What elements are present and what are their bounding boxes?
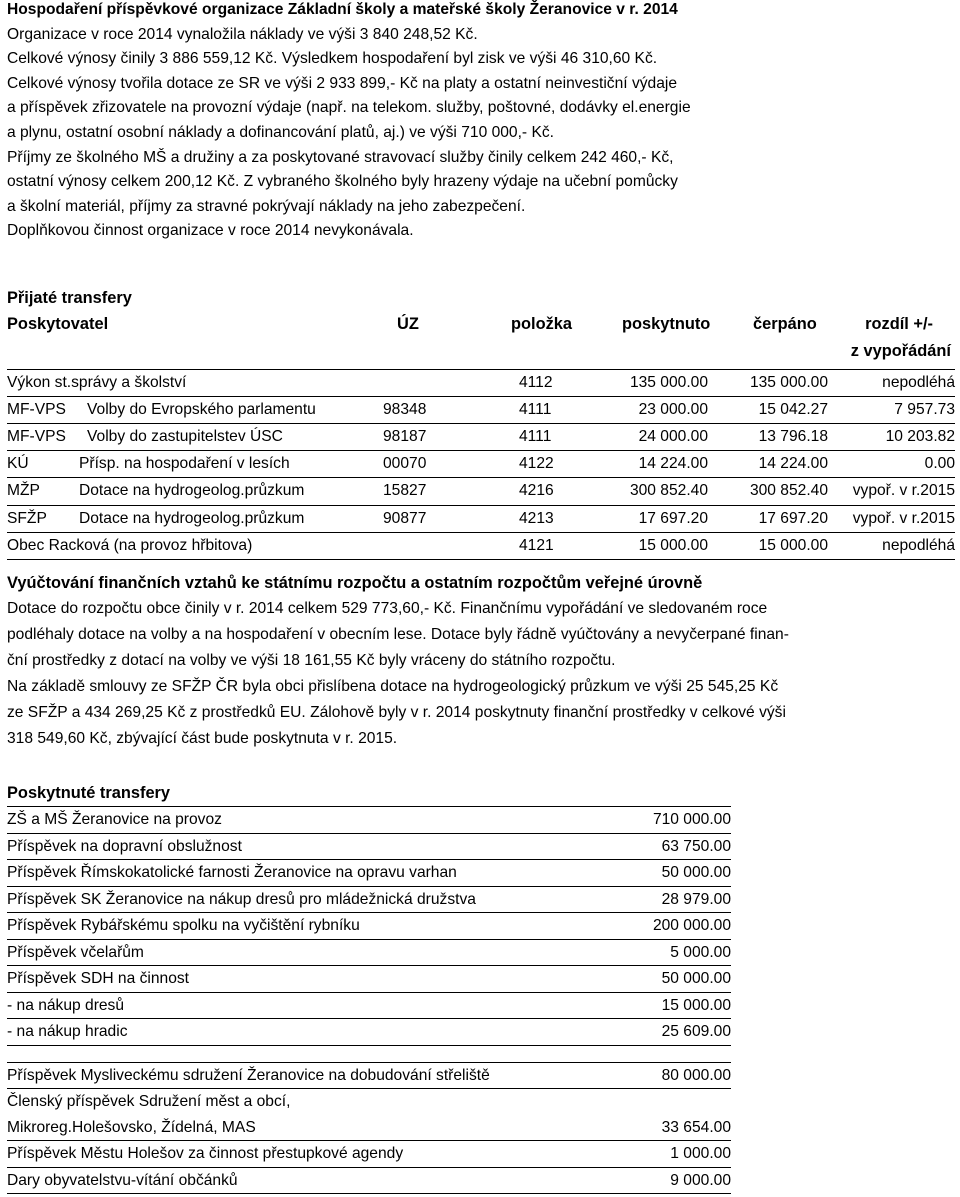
row-item: 4111 bbox=[519, 400, 552, 418]
row-item: 4111 bbox=[519, 427, 552, 445]
intro-line: a školní materiál, příjmy za stravné pokrývají náklady na jeho zabezpečení. bbox=[7, 197, 526, 215]
given-value: 5 000.00 bbox=[670, 943, 731, 961]
row-diff: vypoř. v r.2015 bbox=[852, 482, 955, 500]
intro-line: Doplňkovou činnost organizace v roce 2014 nevykonávala. bbox=[7, 222, 414, 240]
table-row bbox=[7, 478, 955, 505]
row-item: 4122 bbox=[519, 455, 554, 473]
row-uz: 98187 bbox=[383, 427, 427, 445]
row-item: 4213 bbox=[519, 509, 554, 527]
settlement-section bbox=[7, 570, 955, 752]
col-diff: rozdíl +/- bbox=[865, 314, 933, 333]
row-item: 4216 bbox=[519, 482, 554, 500]
row-name: Volby do zastupitelstev ÚSC bbox=[87, 427, 283, 445]
given-value: 15 000.00 bbox=[661, 996, 731, 1014]
list-item bbox=[7, 993, 731, 1020]
intro-line: Organizace v roce 2014 vynaložila náklady ve výši 3 840 248,52 Kč. bbox=[7, 25, 478, 43]
given-label: Příspěvek SK Žeranovice na nákup dresů pro mládežnická družstva bbox=[7, 890, 476, 908]
row-name: Dotace na hydrogeolog.průzkum bbox=[79, 509, 305, 527]
row-name: Volby do Evropského parlamentu bbox=[87, 400, 316, 418]
intro-line: ostatní výnosy celkem 200,12 Kč. Z vybraného školného byly hrazeny výdaje na učební pomůcky bbox=[7, 173, 678, 191]
row-diff: 7 957.73 bbox=[894, 400, 955, 418]
intro-line: a příspěvek zřizovatele na provozní výdaje (např. na telekom. služby, poštovné, dodávky el.energie bbox=[7, 99, 691, 117]
given-value: 50 000.00 bbox=[661, 970, 731, 987]
divider bbox=[7, 1046, 731, 1063]
row-provided: 24 000.00 bbox=[638, 427, 708, 445]
row-name: Dotace na hydrogeolog.průzkum bbox=[79, 482, 305, 500]
table-row bbox=[7, 506, 955, 533]
given-label: ZŠ a MŠ Žeranovice na provoz bbox=[7, 811, 222, 828]
settlement-line: ční prostředky z dotací na volby ve výši 18 161,55 Kč byly vráceny do státního rozpočtu. bbox=[7, 652, 616, 669]
given-label: - na nákup dresů bbox=[7, 996, 125, 1014]
row-spent: 14 224.00 bbox=[758, 455, 828, 473]
row-spent: 300 852.40 bbox=[749, 482, 828, 500]
row-name: Výkon st.správy a školství bbox=[7, 373, 187, 391]
intro-line: Příjmy ze školného MŠ a družiny a za poskytované stravovací služby činily celkem 242 460,- Kč, bbox=[7, 148, 674, 166]
row-prefix: SFŽP bbox=[7, 509, 47, 527]
row-name: Obec Racková (na provoz hřbitova) bbox=[7, 536, 253, 554]
col-provided: poskytnuto bbox=[622, 314, 711, 333]
intro-line: a plynu, ostatní osobní náklady a dofinancování platů, aj.) ve výši 710 000,- Kč. bbox=[7, 123, 554, 141]
given-label: Mikroreg.Holešovsko, Žídelná, MAS bbox=[7, 1118, 256, 1136]
row-uz: 15827 bbox=[383, 482, 427, 500]
col-spent: čerpáno bbox=[753, 314, 817, 333]
received-transfers-heading: Přijaté transfery bbox=[7, 289, 132, 307]
intro-line: Celkové výnosy činily 3 886 559,12 Kč. Výsledkem hospodaření byl zisk ve výši 46 310,60 Kč. bbox=[7, 50, 658, 68]
given-label: Příspěvek Římskokatolické farnosti Žeranovice na opravu varhan bbox=[7, 864, 457, 881]
row-diff: 0.00 bbox=[924, 455, 955, 473]
col-uz: ÚZ bbox=[397, 314, 419, 333]
list-item bbox=[7, 834, 731, 861]
row-prefix: MŽP bbox=[7, 482, 40, 500]
list-item bbox=[7, 887, 731, 914]
received-table-body bbox=[7, 370, 955, 560]
given-label: Dary obyvatelstvu-vítání občánků bbox=[7, 1171, 238, 1189]
given-transfers-heading: Poskytnuté transfery bbox=[7, 780, 731, 807]
document-page bbox=[7, 0, 955, 1189]
list-item bbox=[7, 913, 731, 940]
row-prefix: MF-VPS bbox=[7, 400, 66, 418]
row-prefix: KÚ bbox=[7, 455, 29, 473]
row-uz: 98348 bbox=[383, 400, 427, 418]
row-diff: 10 203.82 bbox=[885, 427, 955, 445]
row-spent: 15 000.00 bbox=[758, 536, 828, 554]
col-item: položka bbox=[511, 314, 573, 333]
given-value: 63 750.00 bbox=[661, 837, 731, 855]
given-label: Příspěvek včelařům bbox=[7, 943, 144, 961]
list-item bbox=[7, 966, 731, 993]
row-provided: 15 000.00 bbox=[638, 536, 708, 554]
row-prefix: MF-VPS bbox=[7, 427, 66, 445]
list-item bbox=[7, 1063, 731, 1090]
given-label: Příspěvek SDH na činnost bbox=[7, 970, 190, 987]
received-transfers-section bbox=[7, 286, 955, 560]
given-value: 200 000.00 bbox=[652, 917, 731, 934]
row-uz: 00070 bbox=[383, 455, 427, 473]
row-provided: 300 852.40 bbox=[629, 482, 708, 500]
settlement-line: podléhaly dotace na volby a na hospodaření v obecním lese. Dotace byly řádně vyúčtovány a nevyčerpané finan- bbox=[7, 626, 789, 643]
given-label: Příspěvek Mysliveckému sdružení Žeranovice na dobudování střeliště bbox=[7, 1066, 490, 1084]
settlement-line: 318 549,60 Kč, zbývající část bude poskytnuta v r. 2015. bbox=[7, 730, 398, 747]
given-label: Příspěvek Městu Holešov za činnost přestupkové agendy bbox=[7, 1145, 404, 1162]
intro-line: Celkové výnosy tvořila dotace ze SR ve výši 2 933 899,- Kč na platy a ostatní neinvestiční výdaje bbox=[7, 74, 678, 92]
row-item: 4121 bbox=[519, 536, 554, 554]
row-provided: 23 000.00 bbox=[638, 400, 708, 418]
given-value: 80 000.00 bbox=[661, 1066, 731, 1084]
row-item: 4112 bbox=[519, 373, 553, 391]
given-value: 28 979.00 bbox=[661, 890, 731, 908]
given-label: Příspěvek Rybářskému spolku na vyčištění rybníku bbox=[7, 917, 360, 934]
given-value: 33 654.00 bbox=[661, 1118, 731, 1136]
row-provided: 14 224.00 bbox=[638, 455, 708, 473]
given-label: - na nákup hradic bbox=[7, 1023, 128, 1040]
given-value: 50 000.00 bbox=[661, 864, 731, 881]
given-transfers-section bbox=[7, 780, 955, 1194]
row-provided: 135 000.00 bbox=[629, 373, 708, 391]
row-diff: nepodléhá bbox=[882, 536, 955, 554]
table-row bbox=[7, 451, 955, 478]
list-item bbox=[7, 1019, 731, 1046]
list-item bbox=[7, 1115, 731, 1142]
given-value: 1 000.00 bbox=[670, 1145, 731, 1162]
list-item bbox=[7, 1089, 731, 1115]
given-value: 710 000.00 bbox=[652, 811, 731, 828]
list-item bbox=[7, 860, 731, 887]
received-table-header bbox=[7, 311, 955, 370]
row-diff: vypoř. v r.2015 bbox=[852, 509, 955, 527]
row-spent: 17 697.20 bbox=[758, 509, 828, 527]
given-label: Příspěvek na dopravní obslužnost bbox=[7, 837, 242, 855]
list-item bbox=[7, 940, 731, 967]
list-item bbox=[7, 1141, 731, 1168]
given-value: 25 609.00 bbox=[661, 1023, 731, 1040]
document-title: Hospodaření příspěvkové organizace Základní školy a mateřské školy Žeranovice v r. 2014 bbox=[7, 1, 678, 18]
settlement-line: Dotace do rozpočtu obce činily v r. 2014 celkem 529 773,60,- Kč. Finančnímu vypořádání ve sledovaném roce bbox=[7, 600, 768, 617]
col-diff-sub: z vypořádání bbox=[850, 341, 951, 360]
row-spent: 13 796.18 bbox=[758, 427, 828, 445]
row-spent: 15 042.27 bbox=[758, 400, 828, 418]
table-row bbox=[7, 424, 955, 451]
row-diff: nepodléhá bbox=[882, 373, 955, 391]
row-spent: 135 000.00 bbox=[749, 373, 828, 391]
row-name: Přísp. na hospodaření v lesích bbox=[79, 455, 290, 473]
given-label: Členský příspěvek Sdružení měst a obcí, bbox=[7, 1093, 291, 1110]
table-row bbox=[7, 370, 955, 397]
table-row bbox=[7, 533, 955, 560]
list-item bbox=[7, 807, 731, 834]
list-item bbox=[7, 1168, 731, 1195]
settlement-line: ze SFŽP a 434 269,25 Kč z prostředků EU. Zálohově byly v r. 2014 poskytnuty finanční prostředky v celkové výši bbox=[7, 704, 786, 721]
row-uz: 90877 bbox=[383, 509, 427, 527]
row-provided: 17 697.20 bbox=[638, 509, 708, 527]
col-provider: Poskytovatel bbox=[7, 314, 109, 333]
settlement-heading: Vyúčtování finančních vztahů ke státnímu rozpočtu a ostatním rozpočtům veřejné úrovně bbox=[7, 574, 703, 592]
settlement-line: Na základě smlouvy ze SFŽP ČR byla obci přislíbena dotace na hydrogeologický průzkum ve výši 25 545,25 Kč bbox=[7, 678, 779, 695]
given-value: 9 000.00 bbox=[670, 1171, 731, 1189]
table-row bbox=[7, 397, 955, 424]
